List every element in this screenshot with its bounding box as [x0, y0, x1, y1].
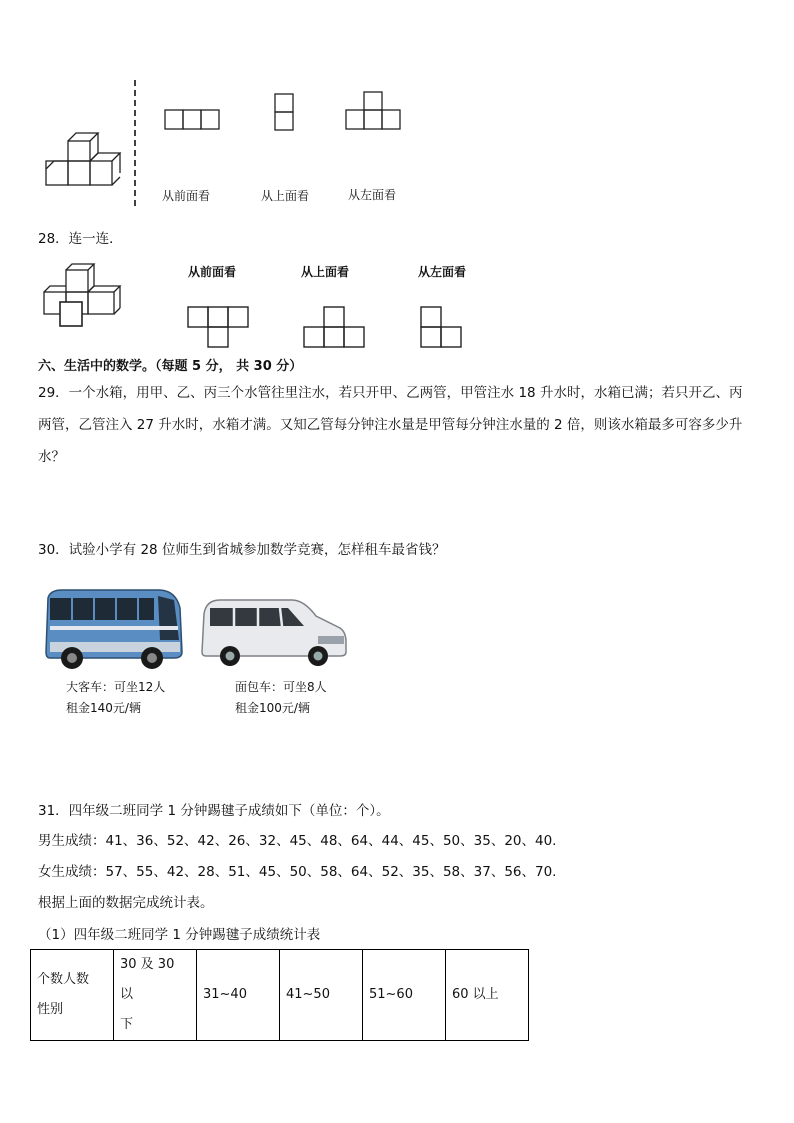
corner-label-top: 个数人数	[37, 972, 90, 987]
q27-top-view-label: 从上面看	[261, 189, 310, 203]
van-rent-caption: 租金100元/辆	[235, 701, 310, 715]
van-image	[200, 594, 350, 670]
q29-line-2: 两管，乙管注入 27 升水时，水箱才满。又知乙管每分钟注水量是甲管每分钟注水量的 2 倍，则该水箱最多可容多少升	[38, 417, 743, 433]
corner-label-bottom: 性别	[37, 1002, 64, 1017]
header-label-cont: 下	[120, 1017, 134, 1032]
q28-top-view-figure	[303, 306, 367, 350]
header-label: 41~50	[286, 987, 330, 1002]
table-corner-cell	[31, 950, 114, 1041]
q31-table-title: （1）四年级二班同学 1 分钟踢毽子成绩统计表	[38, 927, 321, 943]
table-header-cell	[363, 950, 446, 1041]
q31-girls-scores: 女生成绩：57、55、42、28、51、45、50、58、64、52、35、58、37、56、70.	[38, 864, 557, 880]
bus-image	[42, 586, 186, 672]
van-capacity-caption: 面包车：可坐8人	[235, 680, 327, 694]
q31-line-1: 31．四年级二班同学 1 分钟踢毽子成绩如下（单位：个）。	[38, 803, 390, 819]
q27-top-view-figure	[274, 93, 296, 131]
q28-left-view-label: 从左面看	[418, 265, 467, 279]
q29-line-3: 水？	[38, 449, 65, 465]
q31-boys-scores: 男生成绩：41、36、52、42、26、32、45、48、64、44、45、50、35、20、40.	[38, 833, 557, 849]
q28-front-view-figure	[187, 306, 251, 350]
table-header-cell	[446, 950, 529, 1041]
q28-left-view-figure	[420, 306, 464, 350]
header-label: 60 以上	[452, 987, 499, 1002]
table-header-cell	[280, 950, 363, 1041]
table-header-cell	[197, 950, 280, 1041]
header-label: 31~40	[203, 987, 247, 1002]
q27-left-view-label: 从左面看	[348, 188, 397, 202]
section-heading: 六、生活中的数学。（每题 5 分， 共 30 分）	[38, 359, 303, 374]
q29-line-1: 29．一个水箱，用甲、乙、丙三个水管往里注水，若只开甲、乙两管，甲管注水 18 升水时，水箱已满；若只开乙、丙	[38, 385, 743, 401]
dashed-divider	[132, 80, 138, 206]
q27-left-view-figure	[345, 91, 403, 131]
stats-table	[30, 949, 529, 1041]
q28-cube-stack-figure	[40, 262, 126, 332]
header-label: 30 及 30 以	[120, 957, 175, 1002]
q27-cube-stack-figure	[40, 125, 130, 191]
header-label: 51~60	[369, 987, 413, 1002]
q27-front-view-figure	[164, 109, 222, 131]
q28-title: 28．连一连．	[38, 231, 123, 247]
q27-front-view-label: 从前面看	[162, 189, 211, 203]
q28-front-view-label: 从前面看	[188, 265, 237, 279]
q28-top-view-label: 从上面看	[301, 265, 350, 279]
q31-instruction: 根据上面的数据完成统计表。	[38, 895, 214, 911]
bus-capacity-caption: 大客车：可坐12人	[66, 680, 166, 694]
q30-text: 30．试验小学有 28 位师生到省城参加数学竞赛，怎样租车最省钱？	[38, 542, 446, 558]
table-row	[31, 950, 529, 1041]
bus-rent-caption: 租金140元/辆	[66, 701, 141, 715]
table-header-cell	[114, 950, 197, 1041]
